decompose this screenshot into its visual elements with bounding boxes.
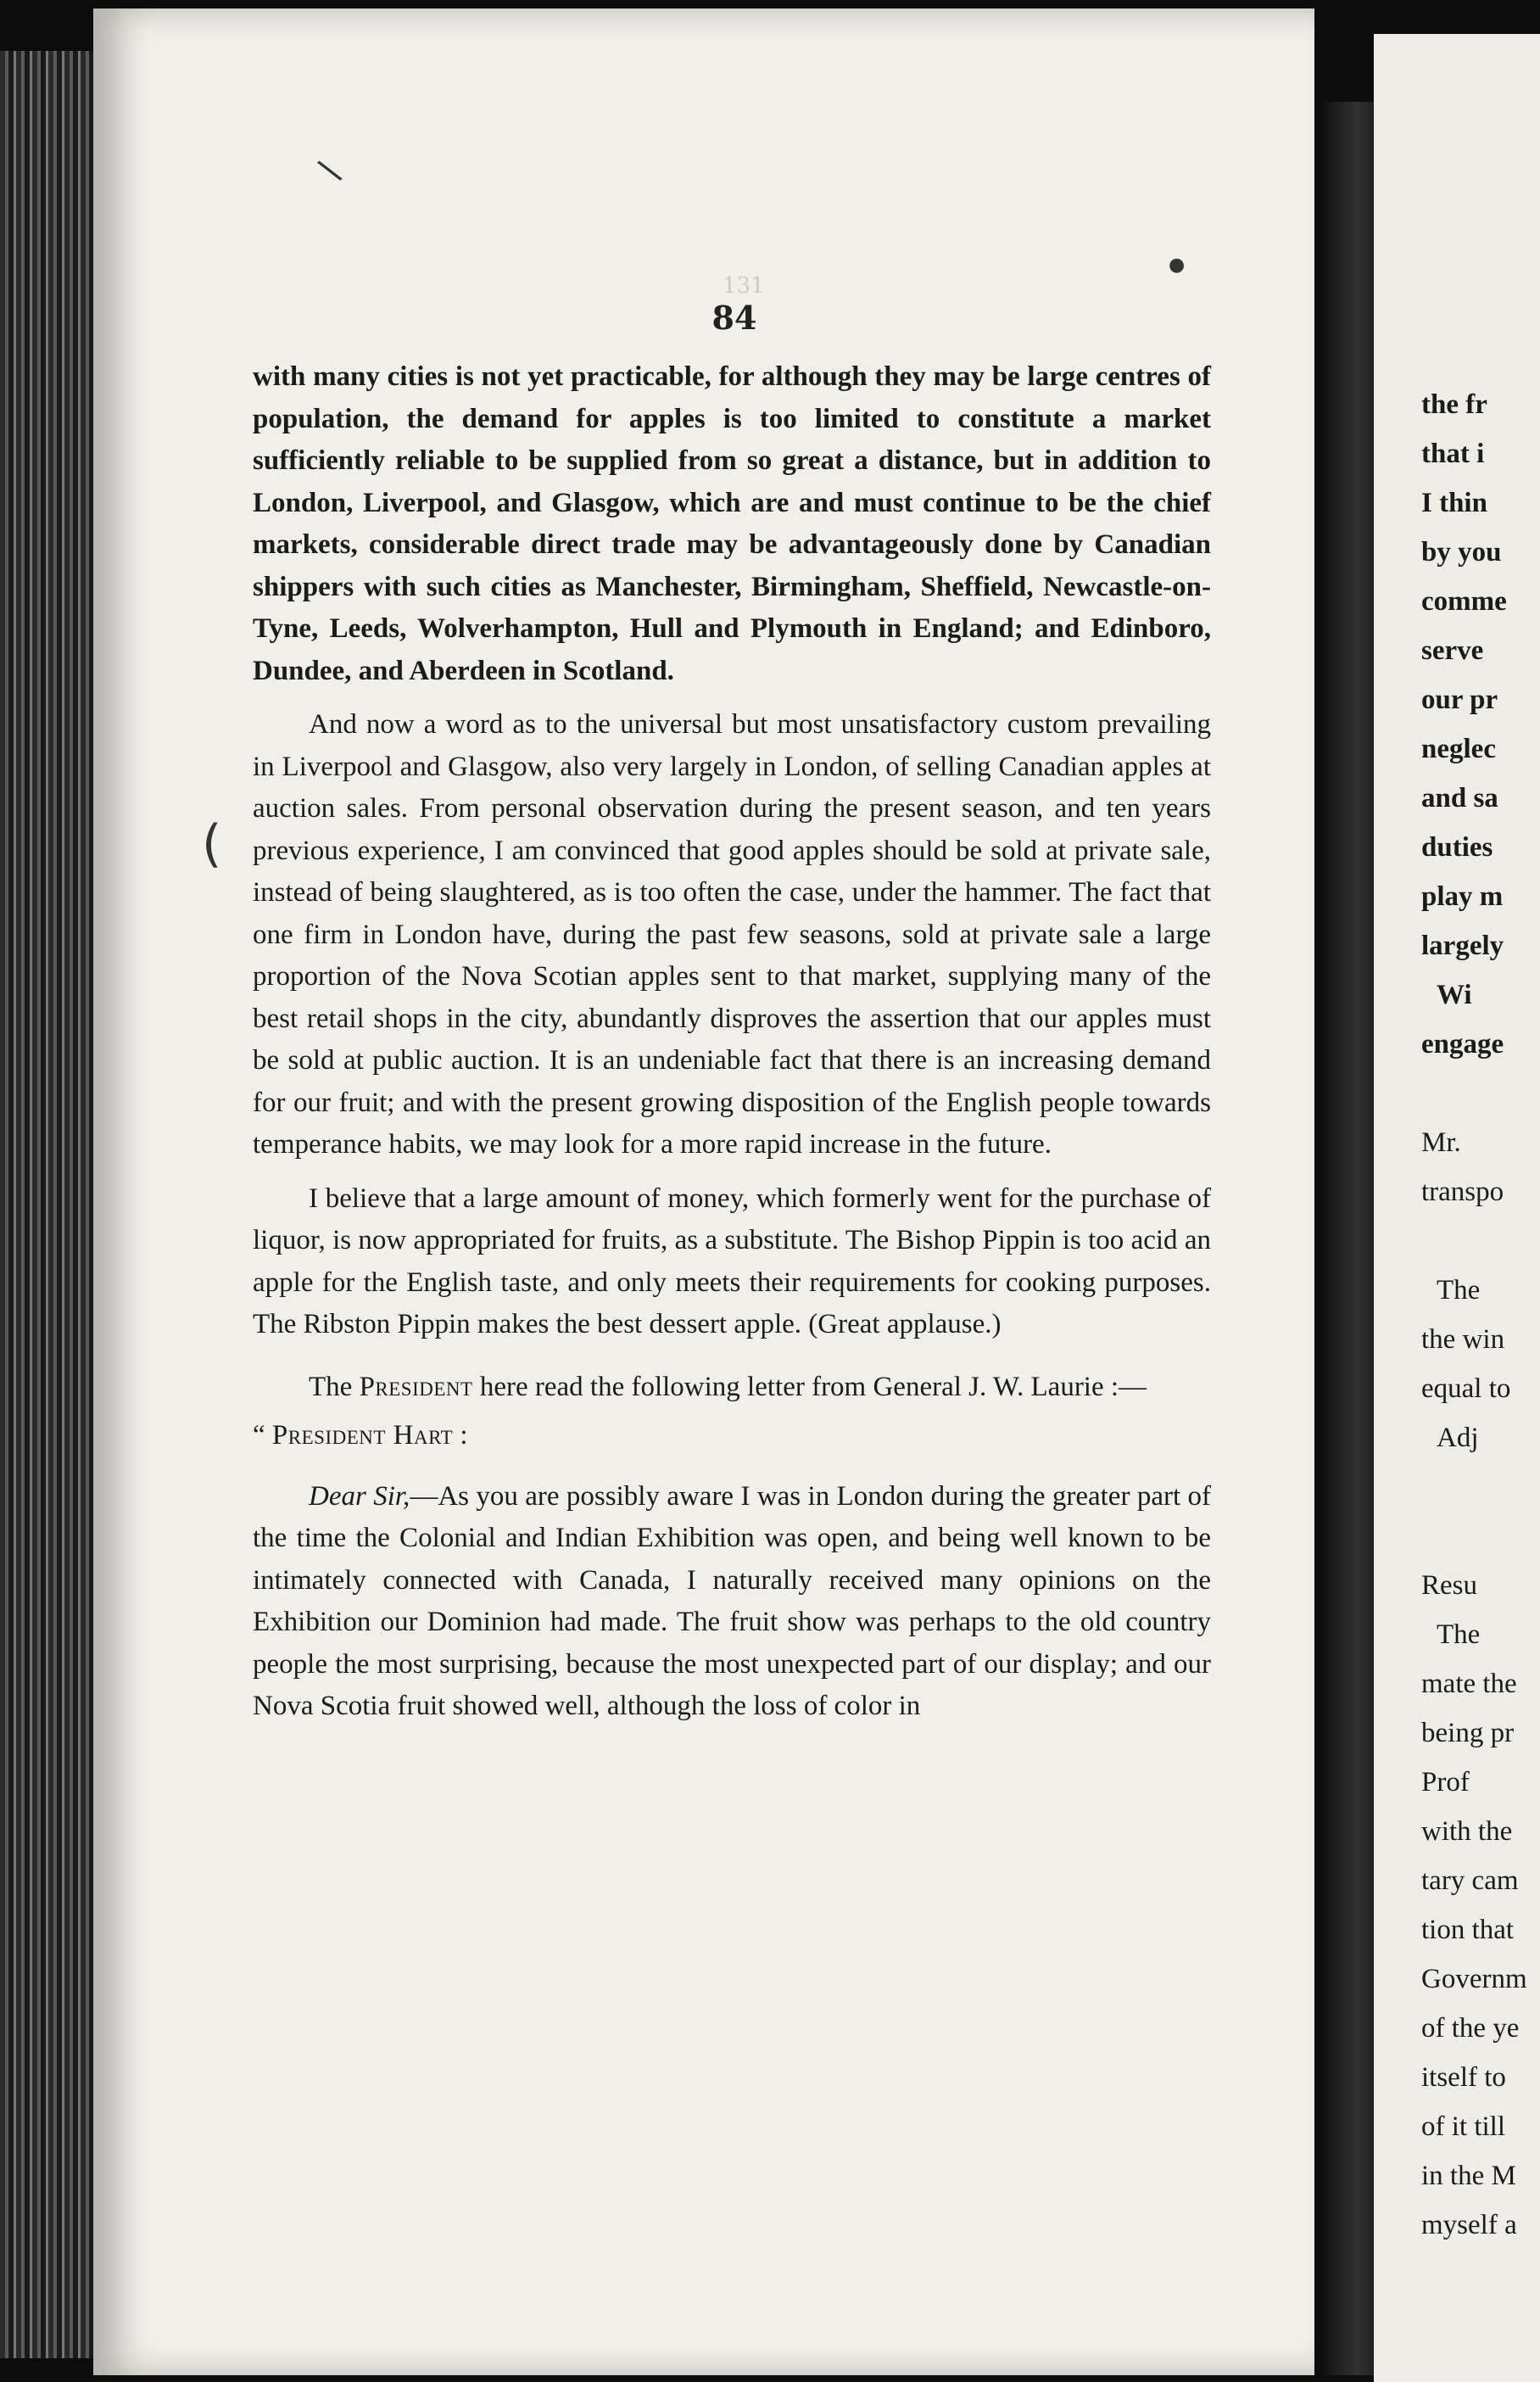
right-page-line: being pr <box>1421 1718 1515 1748</box>
right-page-text <box>1421 380 1540 2250</box>
right-page-line: and sa <box>1421 783 1498 814</box>
right-page-line: comme <box>1421 586 1507 617</box>
president-label: President <box>359 1371 473 1402</box>
right-page-line: the fr <box>1421 389 1487 420</box>
right-page-line <box>1421 1069 1540 1118</box>
right-page-line <box>1421 1512 1540 1561</box>
right-page-line: Mr. <box>1421 1127 1461 1158</box>
right-page-line: of the ye <box>1421 2013 1520 2044</box>
right-page-line: by you <box>1421 537 1502 568</box>
right-page-line: the win <box>1421 1324 1505 1355</box>
right-page-line: Governm <box>1421 1964 1527 1994</box>
right-page-line: our pr <box>1421 685 1498 715</box>
right-page-line: engage <box>1421 1029 1504 1060</box>
right-page-line: mate the <box>1421 1669 1517 1699</box>
right-page-line: duties <box>1421 832 1493 863</box>
right-page-line: The <box>1437 1275 1481 1306</box>
paragraph-auction: And now a word as to the universal but most unsatisfactory custom prevailing in Liverpool and Glasgow, also very largely in London, of selling Canadian apples at auction sales. From personal observation during the present season, and ten years previous experience, I am convinced that good apples should be sold at private sale, instead of being slaughtered, as is too often the case, under the hammer. The fact that one firm in London have, during the past few seasons, sold at private sale a large proportion of the Nova Scotian apples sent to that market, supplying many of the best retail shops in the city, abundantly disproves the assertion that our apples must be sold at public auction. It is an undeniable fact that there is an increasing demand for our fruit; and with the present growing disposition of the English people towards temperance habits, we may look for a more rapid increase in the future. <box>253 709 1211 1160</box>
paragraph-president-prefix: The <box>309 1371 360 1402</box>
right-page-line: of it till <box>1421 2111 1505 2142</box>
salutation <box>253 1415 1211 1457</box>
right-page-line: transpo <box>1421 1177 1504 1207</box>
right-page-line: in the M <box>1421 2161 1516 2191</box>
stray-mark: \ <box>314 151 346 190</box>
right-page-line: Resu <box>1421 1570 1477 1601</box>
salutation-name: President Hart <box>271 1420 454 1451</box>
right-page-line: with the <box>1421 1816 1513 1847</box>
right-page-line: I thin <box>1421 488 1487 518</box>
right-page-line <box>1421 1462 1540 1512</box>
letter-text: —As you are possibly aware I was in London during the greater part of the time the Colonial and Indian Exhibition was open, and being well known to be intimately connected with Canada, I naturally received many opinions on the Exhibition our Dominion had made. The fruit show was perhaps to the old country people the most surprising, because the most unexpected part of our display; and our Nova Scotia fruit showed well, although the loss of color in <box>253 1480 1211 1721</box>
book-spine-edge <box>0 51 102 2358</box>
salutation-quote: “ <box>253 1420 272 1451</box>
right-page-line: serve <box>1421 635 1484 666</box>
paragraph-bold: with many cities is not yet practicable, for although they may be large centres of population, the demand for apples is too limited to constitute a market sufficiently reliable to be supplied from so great a distance, but in addition to London, Liverpool, and Glasgow, which are and must continue to be the chief markets, considerable direct trade may be advantageously done by Canadian shippers with such cities as Manchester, Birmingham, Sheffield, Newcastle-on-Tyne, Leeds, Wolverhampton, Hull and Plymouth in England; and Edinboro, Dundee, and Aberdeen in Scotland. <box>253 361 1211 686</box>
letter-greeting: Dear Sir, <box>309 1480 410 1512</box>
right-page-line: The <box>1437 1619 1481 1650</box>
right-page-line: that i <box>1421 439 1485 469</box>
paragraph-liquor: I believe that a large amount of money, which formerly went for the purchase of liquor, is now appropriated for fruits, as a substitute. The Bishop Pippin is too acid an apple for the English taste, and only meets their requirements for cooking purposes. The Ribston Pippin makes the best dessert apple. (Great applause.) <box>253 1183 1211 1339</box>
page-number: 84 <box>711 299 757 337</box>
right-page-line <box>1421 1216 1540 1266</box>
right-page-line: tary cam <box>1421 1865 1519 1896</box>
right-page-line: play m <box>1421 881 1504 912</box>
stray-dot: ● <box>1169 254 1186 276</box>
right-page-line: Adj <box>1437 1423 1479 1453</box>
paragraph-president <box>253 1367 1211 1409</box>
right-page-line: Prof <box>1421 1767 1470 1798</box>
left-page-text <box>253 356 1211 1728</box>
right-page-line: myself a <box>1421 2210 1517 2240</box>
margin-bracket: ( <box>202 814 222 874</box>
bleed-through-number: 131 <box>723 273 765 299</box>
right-page-line: equal to <box>1421 1373 1511 1404</box>
salutation-colon: : <box>453 1420 468 1451</box>
letter-body <box>253 1476 1211 1728</box>
paragraph-president-rest: here read the following letter from General J. W. Laurie :— <box>472 1371 1147 1402</box>
right-page-line: neglec <box>1421 734 1496 764</box>
right-page-line: tion that <box>1421 1915 1515 1945</box>
right-page-line: itself to <box>1421 2062 1506 2093</box>
right-page-line: largely <box>1421 931 1504 961</box>
right-page-line: Wi <box>1437 980 1472 1010</box>
